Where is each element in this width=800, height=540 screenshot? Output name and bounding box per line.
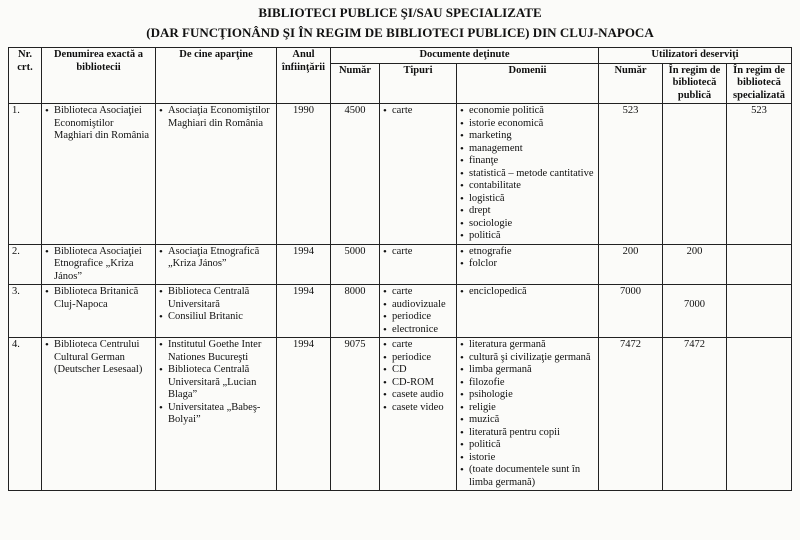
col-u-numar-header: Număr (599, 63, 663, 104)
header-row (9, 48, 792, 64)
users-specialized (727, 244, 792, 285)
row-nr: 4. (9, 338, 42, 491)
list-item: • cultură şi civilizaţie germană (460, 352, 595, 365)
users-total: 200 (599, 244, 663, 285)
users-total: 7472 (599, 338, 663, 491)
library-name (42, 285, 156, 338)
list-item: • drept (460, 205, 595, 218)
users-total: 523 (599, 104, 663, 245)
list-item: • Universitatea „Babeş-Bolyai” (159, 402, 273, 427)
col-domenii-header: Domenii (457, 63, 599, 104)
list-item: • folclor (460, 258, 595, 271)
document-domains (457, 338, 599, 491)
document-types (380, 338, 457, 491)
table-body (9, 104, 792, 491)
list-item: • Biblioteca Asociaţiei Etnografice „Kriza János” (45, 246, 152, 284)
document-types (380, 104, 457, 245)
library-owner-list (159, 105, 273, 130)
library-name-list (45, 339, 152, 377)
users-total: 7000 (599, 285, 663, 338)
document-count: 5000 (331, 244, 380, 285)
list-item: • contabilitate (460, 180, 595, 193)
library-owner (156, 244, 277, 285)
list-item: • Biblioteca Asociaţiei Economiştilor Maghiari din România (45, 105, 152, 143)
list-item: • economie politică (460, 105, 595, 118)
list-item: • carte (383, 339, 453, 352)
row-nr: 2. (9, 244, 42, 285)
list-item: • (toate documentele sunt în limba germană) (460, 464, 595, 489)
page-subtitle: (DAR FUNCŢIONÂND ŞI ÎN REGIM DE BIBLIOTECI PUBLICE) DIN CLUJ-NAPOCA (146, 25, 654, 40)
list-item: • Biblioteca Centrală Universitară „Lucian Blaga” (159, 364, 273, 402)
library-name (42, 338, 156, 491)
document-domains-list (460, 105, 595, 243)
list-item: • CD-ROM (383, 377, 453, 390)
list-item: • etnografie (460, 246, 595, 259)
table-row (9, 244, 792, 285)
document-count: 4500 (331, 104, 380, 245)
users-public: 7000 (663, 285, 727, 338)
list-item: • literatură pentru copii (460, 427, 595, 440)
list-item: • periodice (383, 311, 453, 324)
document-domains-list (460, 286, 595, 299)
list-item: • limba germană (460, 364, 595, 377)
table-row (9, 104, 792, 245)
users-public (663, 104, 727, 245)
founding-year: 1994 (277, 244, 331, 285)
document-types-list (383, 339, 453, 414)
founding-year: 1994 (277, 338, 331, 491)
users-specialized (727, 338, 792, 491)
library-owner (156, 338, 277, 491)
table-row (9, 285, 792, 338)
list-item: • Asociaţia Economiştilor Maghiari din România (159, 105, 273, 130)
library-name (42, 244, 156, 285)
col-anul-header: Anul înfiinţării (277, 48, 331, 104)
document-domains (457, 244, 599, 285)
document-domains (457, 104, 599, 245)
list-item: • finanţe (460, 155, 595, 168)
document-types-list (383, 286, 453, 336)
document-domains-list (460, 246, 595, 271)
users-specialized: 523 (727, 104, 792, 245)
list-item: • politică (460, 230, 595, 243)
document-types (380, 285, 457, 338)
document-types-list (383, 105, 453, 118)
list-item: • management (460, 143, 595, 156)
list-item: • periodice (383, 352, 453, 365)
library-name-list (45, 286, 152, 311)
list-item: • marketing (460, 130, 595, 143)
list-item: • enciclopedică (460, 286, 595, 299)
list-item: • Biblioteca Centrului Cultural German (Deutscher Lesesaal) (45, 339, 152, 377)
list-item: • logistică (460, 193, 595, 206)
list-item: • audiovizuale (383, 299, 453, 312)
list-item: • politică (460, 439, 595, 452)
users-public: 7472 (663, 338, 727, 491)
list-item: • Biblioteca Britanică Cluj-Napoca (45, 286, 152, 311)
library-owner (156, 285, 277, 338)
users-public: 200 (663, 244, 727, 285)
list-item: • filozofie (460, 377, 595, 390)
document-types (380, 244, 457, 285)
list-item: • sociologie (460, 218, 595, 231)
list-item: • muzică (460, 414, 595, 427)
list-item: • psihologie (460, 389, 595, 402)
library-name-list (45, 105, 152, 143)
row-nr: 3. (9, 285, 42, 338)
col-tipuri-header: Tipuri (380, 63, 457, 104)
col-denumire-header: Denumirea exactă a bibliotecii (42, 48, 156, 104)
list-item: • religie (460, 402, 595, 415)
library-name-list (45, 246, 152, 284)
document-domains-list (460, 339, 595, 489)
list-item: • casete video (383, 402, 453, 415)
library-owner (156, 104, 277, 245)
col-nr-header: Nr. crt. (9, 48, 42, 104)
col-u-publica-header: În regim de bibliotecă publică (663, 63, 727, 104)
document-count: 9075 (331, 338, 380, 491)
document-count: 8000 (331, 285, 380, 338)
library-name (42, 104, 156, 245)
list-item: • carte (383, 286, 453, 299)
founding-year: 1990 (277, 104, 331, 245)
list-item: • literatura germană (460, 339, 595, 352)
list-item: • carte (383, 105, 453, 118)
libraries-table (8, 47, 792, 491)
list-item: • Consiliul Britanic (159, 311, 273, 324)
list-item: • Biblioteca Centrală Universitară (159, 286, 273, 311)
list-item: • CD (383, 364, 453, 377)
list-item: • statistică – metode cantitative (460, 168, 595, 181)
table-row (9, 338, 792, 491)
list-item: • istorie (460, 452, 595, 465)
col-u-specializata-header: În regim de bibliotecă specializată (727, 63, 792, 104)
users-specialized (727, 285, 792, 338)
library-owner-list (159, 246, 273, 271)
list-item: • casete audio (383, 389, 453, 402)
document-types-list (383, 246, 453, 259)
page-title: BIBLIOTECI PUBLICE ŞI/SAU SPECIALIZATE (258, 5, 542, 20)
list-item: • carte (383, 246, 453, 259)
library-owner-list (159, 286, 273, 324)
row-nr: 1. (9, 104, 42, 245)
col-apartine-header: De cine aparţine (156, 48, 277, 104)
list-item: • Institutul Goethe Inter Nationes Bucureşti (159, 339, 273, 364)
col-utilizatori-header: Utilizatori deserviţi (599, 48, 792, 64)
col-numar-header: Număr (331, 63, 380, 104)
library-owner-list (159, 339, 273, 427)
founding-year: 1994 (277, 285, 331, 338)
document-domains (457, 285, 599, 338)
list-item: • istorie economică (460, 118, 595, 131)
list-item: • electronice (383, 324, 453, 337)
col-documente-header: Documente deţinute (331, 48, 599, 64)
list-item: • Asociaţia Etnografică „Kriza János” (159, 246, 273, 271)
